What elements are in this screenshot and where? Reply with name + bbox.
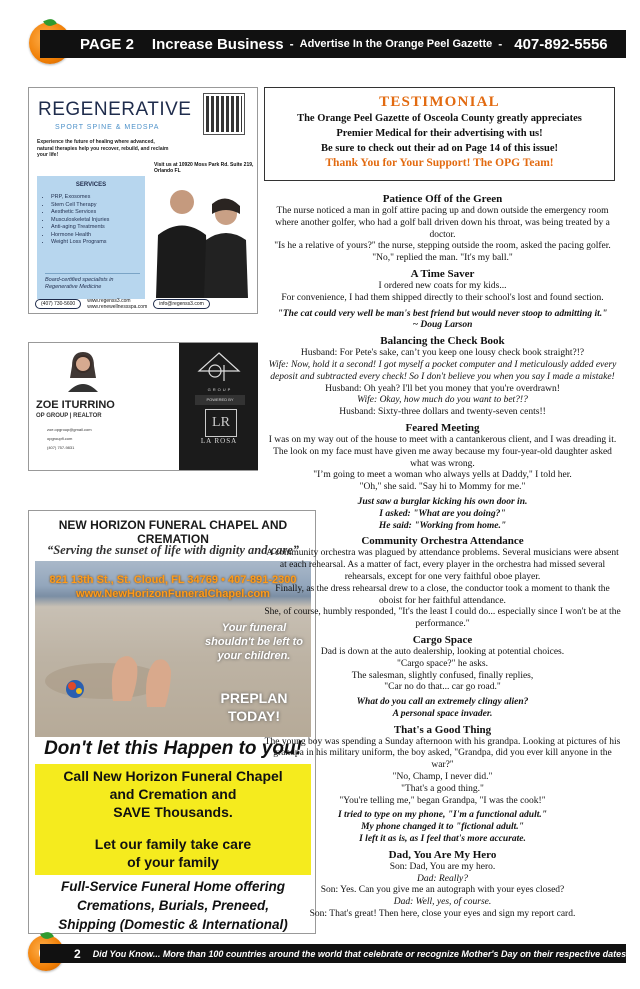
realtor-phone[interactable]: (407) 757-9831	[47, 445, 75, 450]
joke-title: A Time Saver	[410, 267, 475, 280]
realtor-role: OP GROUP | REALTOR	[36, 413, 102, 419]
page-footer	[40, 944, 629, 963]
services-line: Shipping (Domestic & International)	[58, 917, 288, 932]
cert-note: Board-certified specialists in Regenerative Medicine	[45, 273, 140, 291]
header-separator: -	[498, 37, 503, 51]
joke-text: The salesman, slightly confused, finally replies,	[351, 670, 534, 681]
joke-text: "Is he a relative of yours?" the nurse, stepping outside the room, asked the pacing golfer.	[274, 241, 611, 252]
one-liner	[264, 810, 621, 845]
service-item: • Weight Loss Programs	[51, 239, 145, 247]
joke-text: She, of course, humbly responded, "It's the least I could do... especially since I won't be at the performance."	[264, 607, 621, 630]
joke-title: Feared Meeting	[405, 421, 480, 434]
joke-text: Dad: Well, yes, of course.	[393, 897, 492, 908]
page-number: 2	[74, 946, 81, 961]
services-heading: SERVICES	[75, 182, 107, 188]
realtor-contacts	[47, 425, 92, 452]
joke-text: "I’m going to meet a woman who always yells at Daddy," I told her.	[313, 470, 572, 481]
header-tagline: Increase Business	[151, 35, 284, 53]
regen-email[interactable]: info@regenss3.com	[153, 299, 210, 309]
joke-text: For convenience, I had them shipped directly to their school's lost and found section.	[281, 292, 604, 303]
funeral-title: NEW HORIZON FUNERAL CHAPEL AND CREMATION	[58, 518, 288, 546]
funeral-message: Your funeral shouldn't be left to your children.	[205, 622, 303, 662]
did-you-know: Did You Know... More than 100 countries around the world that celebrate or recognize Mother's Day on their respective dates.	[92, 948, 629, 959]
joke-text: Dad: Really?	[417, 873, 468, 884]
quote-text: "The cat could very well be man's best friend but would never stoop to admitting it."	[277, 308, 608, 319]
testimonial-line: Premier Medical for their advertising with us!	[336, 128, 543, 139]
funeral-warning: Don't let this Happen to you!	[44, 738, 302, 759]
callout-line: Call New Horizon Funeral Chapel	[63, 768, 283, 784]
joke-text: Son: That's great! Then here, close your eyes and sign my report card.	[309, 909, 576, 920]
joke-title: That's a Good Thing	[393, 723, 492, 736]
regenerative-ad[interactable]	[28, 87, 258, 314]
joke-title: Dad, You Are My Hero	[388, 848, 497, 861]
service-item: • Musculoskeletal Injuries	[51, 217, 145, 225]
callout-line: Let our family take care	[94, 836, 252, 852]
regen-title: REGENERATIVE	[38, 99, 192, 120]
one-liner-line: What do you call an extremely clingy alien?	[356, 697, 529, 708]
preplan-line: TODAY!	[227, 708, 281, 724]
testimonial-line: The Orange Peel Gazette of Osceola County greatly appreciates	[297, 113, 582, 124]
doctors-photo	[146, 180, 256, 298]
op-group-text: GROUP	[207, 387, 233, 392]
callout-line: SAVE Thousands.	[113, 804, 233, 820]
powered-by-text: POWERED BY	[195, 395, 245, 405]
header-phone: 407-892-5556	[514, 35, 608, 53]
joke-text: The young boy was spending a Sunday afternoon with his grandpa. Looking at pictures of his grandpa in his military uniform, the boy asked, "Grandpa, did you ever kill anyone in the war?"	[264, 736, 621, 771]
joke-text: "Oh," she said. "Say hi to Mommy for me."	[359, 482, 526, 493]
op-group-logo-icon	[197, 351, 241, 385]
one-liner-line: A personal space invader.	[392, 708, 493, 719]
joke-text: "No," replied the man. "It's my ball."	[372, 253, 513, 264]
joke-text: The nurse noticed a man in golf attire pacing up and down outside the emergency room where another golfer, who had a golf ball driven down his throat, was being treated by a doctor.	[275, 206, 610, 240]
services-line: Cremations, Burials, Preneed,	[76, 898, 270, 913]
one-liner-line: I tried to type on my phone, "I'm a functional adult."	[337, 810, 547, 821]
header-separator: -	[289, 37, 294, 51]
services-list	[37, 194, 145, 247]
joke-title: Patience Off of the Green	[382, 193, 503, 205]
joke-text: Dad is down at the auto dealership, looking at potential choices.	[320, 646, 565, 657]
funeral-website[interactable]: www.NewHorizonFuneralChapel.com	[76, 588, 270, 600]
service-item: • Hormone Health	[51, 232, 145, 240]
testimonial-line: Be sure to check out their ad on Page 14 of this issue!	[320, 143, 559, 154]
joke-text: Wife: Now, hold it a second! I got myself a pocket computer and I meticulously added every deposit and subtracted every check! So I don't believe you when you say I made a mistake!	[268, 359, 617, 382]
quote-author: ~ Doug Larson	[412, 320, 473, 331]
joke-text: "Cargo space?" he asks.	[397, 658, 488, 669]
regen-subtitle: SPORT SPINE & MEDSPA	[55, 124, 160, 131]
header-subtitle: Advertise In the Orange Peel Gazette	[299, 38, 493, 50]
joke-text: Husband: Oh yeah? I'll bet you money that you're overdrawn!	[325, 383, 560, 394]
joke-text: "You're telling me," began Grandpa, "I was the cook!"	[339, 795, 546, 806]
realtor-ad[interactable]	[28, 342, 258, 471]
one-liner-line: I left it as is, as I feel that's more accurate.	[359, 834, 526, 845]
callout-line: of your family	[127, 854, 219, 870]
regen-web1[interactable]: www.regenss3.com	[87, 298, 131, 304]
joke-text: "Car no do that... car go road."	[384, 682, 501, 693]
regen-intro: Experience the future of healing where advanced, natural therapies help you recover, rebuild, and reclaim your life!	[37, 139, 169, 158]
page-label: PAGE 2	[80, 35, 134, 53]
callout-line: and Cremation and	[109, 786, 237, 802]
joke-text: Wife: Okay, how much do you want to bet?!?	[357, 395, 528, 406]
joke-text: Husband: For Pete's sake, can’t you keep one lousy check book straight?!?	[300, 348, 585, 359]
joke-text: I ordered new coats for my kids...	[378, 280, 507, 291]
page-header	[40, 30, 626, 58]
realtor-photo	[64, 348, 102, 392]
joke-text: "No, Champ, I never did."	[392, 772, 493, 783]
la-rosa-logo: LR	[205, 409, 237, 437]
preplan-line: PREPLAN	[220, 690, 288, 706]
service-item: • Aesthetic Services	[51, 209, 145, 217]
funeral-slogan: “Serving the sunset of life with dignity and care”	[46, 543, 300, 557]
services-line: Full-Service Funeral Home offering	[60, 879, 286, 894]
realtor-name: ZOE ITURRINO	[36, 399, 115, 411]
service-item: • Stem Cell Therapy	[51, 202, 145, 210]
jokes-column	[264, 190, 621, 921]
testimonial-thanks: Thank You for Your Support! The OPG Team!	[325, 157, 554, 169]
funeral-address: 821 13th St., St. Cloud, FL 34769 • 407-891-2300	[49, 574, 297, 586]
one-liner-line: He said: "Working from home."	[378, 520, 507, 531]
joke-text: "That's a good thing."	[401, 783, 484, 794]
one-liner-line: Just saw a burglar kicking his own door in.	[357, 496, 528, 507]
service-item: • PRP, Exosomes	[51, 194, 145, 202]
qr-code-icon[interactable]	[204, 94, 244, 134]
services-panel	[37, 176, 145, 299]
realtor-social[interactable]: opgroupfl.com	[47, 436, 73, 441]
service-item: • Anti-aging Treatments	[51, 224, 145, 232]
joke-title: Community Orchestra Attendance	[361, 535, 524, 548]
regen-phone[interactable]: (407) 730-5600	[35, 299, 81, 309]
regen-websites[interactable]	[87, 298, 147, 310]
one-liner-line: I asked: "What are you doing?"	[379, 508, 506, 519]
joke-title: Cargo Space	[412, 633, 473, 646]
la-rosa-text: LA ROSA	[200, 437, 238, 445]
joke-title: Balancing the Check Book	[380, 335, 505, 348]
joke-text: Son: Dad, You are my hero.	[389, 861, 496, 872]
joke-text: Son: Yes. Can you give me an autograph with your eyes closed?	[320, 885, 565, 896]
testimonial-box	[264, 87, 615, 181]
joke-text: A community orchestra was plagued by attendance problems. Several musicians were absent at each rehearsal. As a matter of fact, every player in the orchestra had missed several rehearsals, except for one very faithful oboe player.	[266, 548, 619, 582]
regen-address: Visit us at 10920 Moss Park Rd. Suite 219, Orlando FL	[154, 162, 254, 174]
one-liner	[264, 697, 621, 721]
joke-text: I was on my way out of the house to meet with a cantankerous client, and I was dreading it. The look on my face must have given me away because my four-year-old daughter asked what was wrong.	[268, 434, 617, 469]
regen-contact-row	[35, 298, 251, 310]
realtor-email[interactable]: zoe.opgroup@gmail.com	[47, 427, 92, 432]
one-liner-line: My phone changed it to "fictional adult."	[361, 822, 524, 833]
regen-web2[interactable]: www.renewellnessspa.com	[87, 304, 148, 310]
testimonial-heading: TESTIMONIAL	[379, 94, 500, 110]
joke-text: Finally, as the dress rehearsal drew to a close, the conductor took a moment to thank the oboist for her faithful attendance.	[275, 583, 610, 606]
one-liner	[264, 497, 621, 532]
joke-text: Husband: Sixty-three dollars and twenty-seven cents!!	[339, 407, 546, 418]
